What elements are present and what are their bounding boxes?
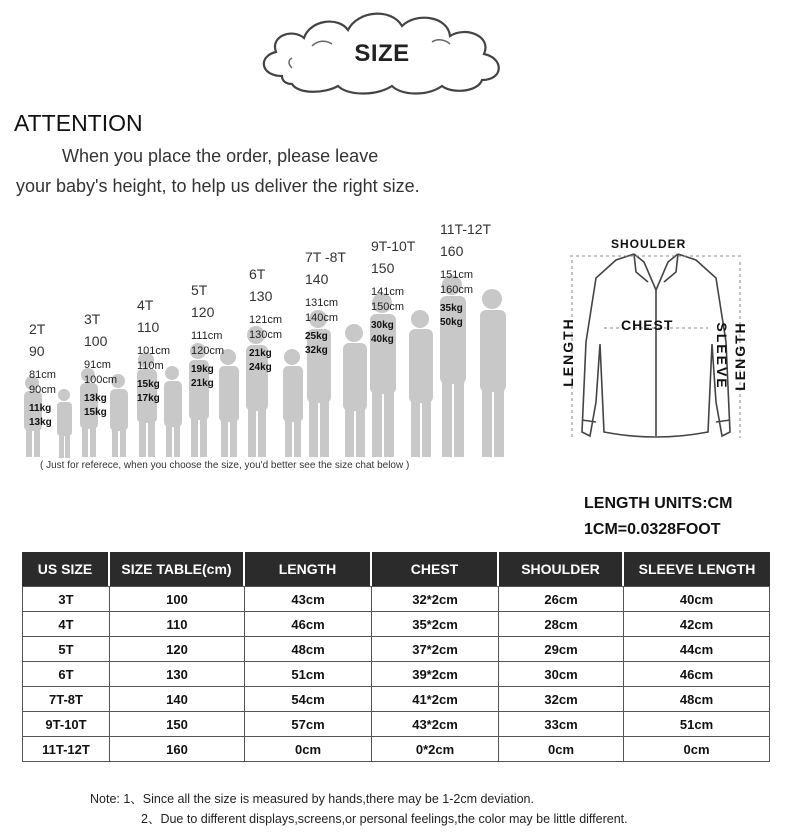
cell-shoulder: 29cm [499, 637, 624, 662]
kid-height: 81cm [29, 369, 56, 381]
cell-sleeve-length: 51cm [624, 712, 770, 737]
cell-size-table: 120 [110, 637, 245, 662]
header-chest: CHEST [372, 552, 499, 586]
kid-weight: 15kg [137, 379, 160, 390]
kid-weight: 30kg [371, 320, 394, 331]
kid-size-label: 7T -8T [305, 249, 346, 265]
kid-weight: 13kg [29, 417, 52, 428]
table-row [22, 737, 770, 762]
kid-size-cm: 130 [249, 288, 273, 304]
kid-size-label: 6T [249, 266, 266, 282]
cell-chest: 41*2cm [372, 687, 499, 712]
header-us-size: US SIZE [22, 552, 110, 586]
size-table [22, 552, 770, 762]
length-units: LENGTH UNITS:CM [584, 495, 733, 512]
kids-reference-note: ( Just for referece, when you choose the size, you'd better see the size chat below ) [40, 460, 410, 471]
kid-height: 100cm [84, 374, 118, 386]
cell-shoulder: 26cm [499, 586, 624, 612]
cell-length: 0cm [245, 737, 372, 762]
kid-weight: 21kg [249, 348, 272, 359]
cell-sleeve-length: 0cm [624, 737, 770, 762]
kid-weight: 24kg [249, 362, 272, 373]
cell-sleeve-length: 48cm [624, 687, 770, 712]
cell-us-size: 11T-12T [22, 737, 110, 762]
cell-us-size: 6T [22, 662, 110, 687]
kid-weight: 19kg [191, 364, 214, 375]
kid-height: 131cm [305, 297, 339, 309]
kid-size-3t [84, 308, 117, 420]
kid-size-label: 2T [29, 321, 46, 337]
attention-line-1: When you place the order, please leave [62, 146, 379, 166]
kid-size-9t-10t [371, 235, 415, 347]
cell-size-table: 100 [110, 586, 245, 612]
cell-sleeve-length: 44cm [624, 637, 770, 662]
cell-length: 48cm [245, 637, 372, 662]
kid-size-5t [191, 279, 224, 391]
kid-weight: 32kg [305, 345, 328, 356]
cell-shoulder: 33cm [499, 712, 624, 737]
cell-us-size: 5T [22, 637, 110, 662]
kid-size-cm: 140 [305, 271, 329, 287]
note-line-1: Note: 1、Since all the size is measured by hands,there may be 1-2cm deviation. [90, 792, 534, 806]
kid-weight: 13kg [84, 393, 107, 404]
header-length: LENGTH [245, 552, 372, 586]
cell-us-size: 9T-10T [22, 712, 110, 737]
kid-size-cm: 110 [137, 319, 160, 335]
cell-size-table: 130 [110, 662, 245, 687]
kid-size-cm: 150 [371, 260, 395, 276]
kid-weight: 17kg [137, 393, 160, 404]
kid-weight: 15kg [84, 407, 107, 418]
kid-height: 130cm [249, 329, 283, 341]
kid-weight: 40kg [371, 334, 394, 345]
kid-size-label: 5T [191, 282, 208, 298]
kid-height: 151cm [440, 269, 474, 281]
table-header-row [22, 552, 770, 586]
kid-height: 90cm [29, 384, 56, 396]
kid-size-cm: 160 [440, 243, 464, 259]
kid-weight: 25kg [305, 331, 328, 342]
sleeve-length-label: LENGTH [732, 321, 748, 391]
kid-size-label: 4T [137, 297, 154, 313]
cell-size-table: 160 [110, 737, 245, 762]
kid-size-6t [249, 263, 282, 375]
cell-us-size: 7T-8T [22, 687, 110, 712]
attention-line-2: your baby's height, to help us deliver the right size. [16, 176, 420, 196]
length-label: LENGTH [560, 317, 576, 387]
shoulder-label: SHOULDER [611, 237, 687, 251]
unit-conversion: 1CM=0.0328FOOT [584, 521, 721, 538]
kid-height: 91cm [84, 359, 111, 371]
header-shoulder: SHOULDER [499, 552, 624, 586]
table-row [22, 637, 770, 662]
cell-chest: 35*2cm [372, 612, 499, 637]
kid-height: 141cm [371, 286, 405, 298]
table-row [22, 712, 770, 737]
cell-chest: 39*2cm [372, 662, 499, 687]
header-size-table: SIZE TABLE(cm) [110, 552, 245, 586]
chest-label: CHEST [621, 317, 674, 333]
table-row [22, 687, 770, 712]
cell-chest: 32*2cm [372, 586, 499, 612]
cell-size-table: 110 [110, 612, 245, 637]
cell-shoulder: 28cm [499, 612, 624, 637]
kid-size-4t [137, 294, 170, 406]
table-row [22, 612, 770, 637]
kid-height: 150cm [371, 301, 405, 313]
kid-size-cm: 100 [84, 333, 108, 349]
cell-chest: 43*2cm [372, 712, 499, 737]
kid-size-label: 11T-12T [440, 221, 492, 237]
cell-shoulder: 0cm [499, 737, 624, 762]
cell-shoulder: 30cm [499, 662, 624, 687]
cell-chest: 0*2cm [372, 737, 499, 762]
cell-sleeve-length: 42cm [624, 612, 770, 637]
kid-size-7t-8t [305, 246, 346, 358]
kid-weight: 21kg [191, 378, 214, 389]
sleeve-label: SLEEVE [714, 322, 730, 390]
cell-size-table: 140 [110, 687, 245, 712]
kid-height: 120cm [191, 345, 225, 357]
table-row [22, 662, 770, 687]
kid-size-cm: 120 [191, 304, 215, 320]
kid-size-label: 9T-10T [371, 238, 416, 254]
table-row [22, 586, 770, 612]
cell-length: 54cm [245, 687, 372, 712]
cell-sleeve-length: 40cm [624, 586, 770, 612]
cell-shoulder: 32cm [499, 687, 624, 712]
kid-weight: 11kg [29, 403, 52, 414]
cell-us-size: 3T [22, 586, 110, 612]
kid-height: 110m [137, 360, 164, 372]
cell-length: 57cm [245, 712, 372, 737]
kid-size-cm: 90 [29, 343, 45, 359]
kid-size-label: 3T [84, 311, 101, 327]
cell-length: 51cm [245, 662, 372, 687]
cell-sleeve-length: 46cm [624, 662, 770, 687]
kid-size-2t [29, 318, 56, 430]
kid-height: 111cm [191, 330, 223, 342]
page-title: SIZE [354, 40, 410, 67]
note-line-2: 2、Due to different displays,screens,or personal feelings,the color may be little different. [141, 812, 628, 826]
kid-height: 101cm [137, 345, 171, 357]
kid-height: 121cm [249, 314, 283, 326]
cell-length: 43cm [245, 586, 372, 612]
kid-weight: 35kg [440, 303, 463, 314]
kid-height: 160cm [440, 284, 474, 296]
kid-weight: 50kg [440, 317, 463, 328]
cell-size-table: 150 [110, 712, 245, 737]
cell-chest: 37*2cm [372, 637, 499, 662]
kid-size-11t-12t [440, 218, 491, 330]
header-sleeve-length: SLEEVE LENGTH [624, 552, 770, 586]
kid-height: 140cm [305, 312, 339, 324]
cell-us-size: 4T [22, 612, 110, 637]
cell-length: 46cm [245, 612, 372, 637]
attention-title: ATTENTION [14, 110, 143, 136]
